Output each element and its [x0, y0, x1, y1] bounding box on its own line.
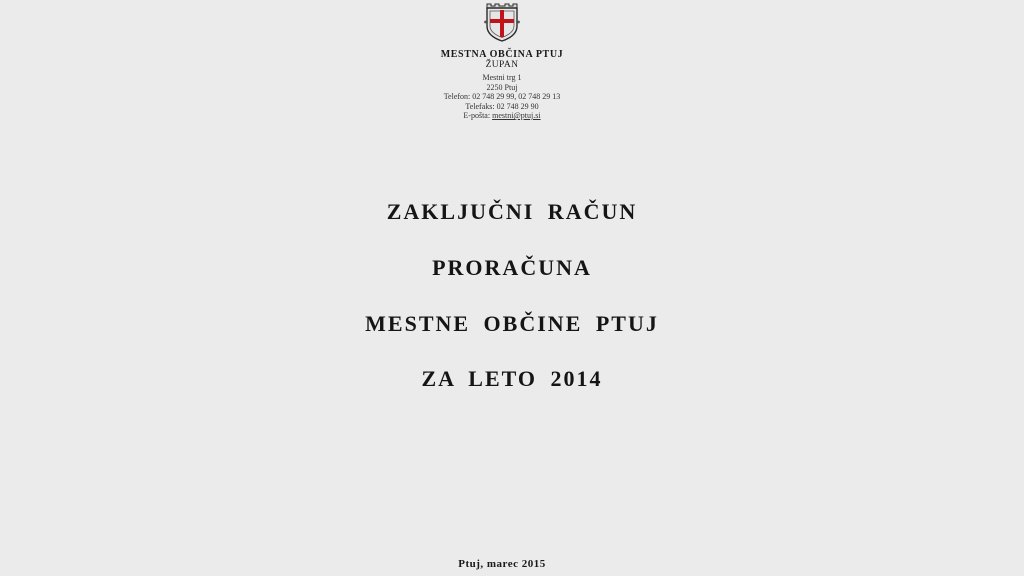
letterhead-phone: Telefon: 02 748 29 99, 02 748 29 13	[443, 92, 561, 101]
title-line-3: MESTNE OBČINE PTUJ	[365, 311, 659, 336]
title-line-1: ZAKLJUČNI RAČUN	[386, 199, 638, 224]
place-and-date: Ptuj, marec 2015	[458, 558, 546, 570]
coat-of-arms-icon	[484, 2, 520, 42]
letterhead-email-label: E-pošta:	[463, 111, 491, 120]
letterhead-email	[362, 112, 642, 122]
title-line-2: PRORAČUNA	[432, 255, 592, 280]
title-line-4: ZA LETO 2014	[421, 366, 603, 391]
letterhead-fax: Telefaks: 02 748 29 90	[465, 101, 539, 111]
letterhead	[362, 50, 642, 122]
letterhead-email-link[interactable]: mestni@ptuj.si	[492, 111, 541, 120]
letterhead-address: Mestni trg 1	[482, 73, 522, 82]
letterhead-role: ŽUPAN	[485, 60, 519, 70]
letterhead-organization: MESTNA OBČINA PTUJ	[440, 49, 564, 60]
letterhead-postal: 2250 Ptuj	[486, 82, 518, 92]
